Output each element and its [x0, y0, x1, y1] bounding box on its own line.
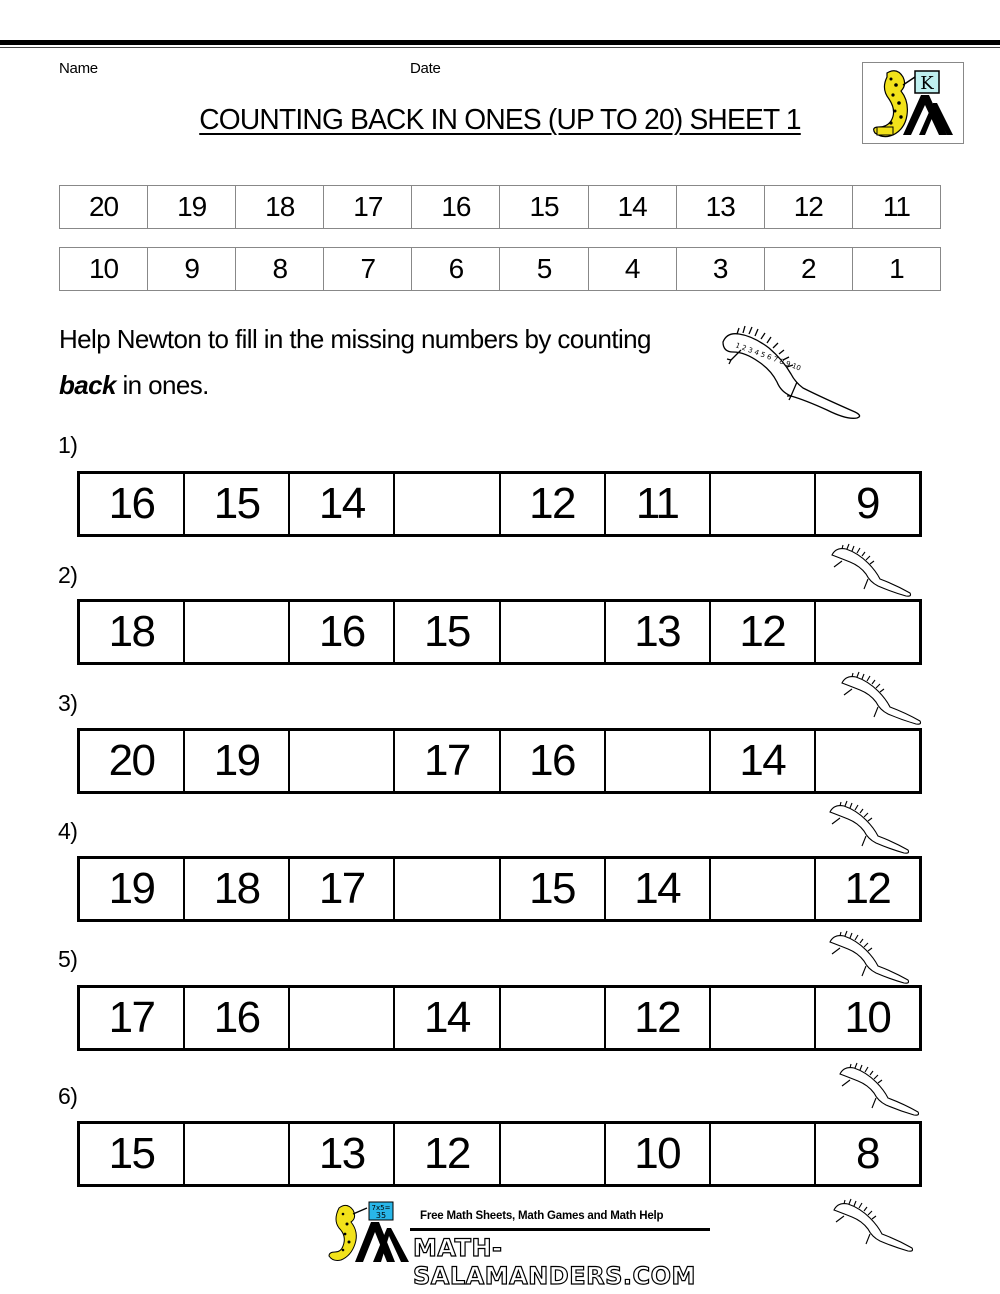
number-cell: 20 [80, 731, 185, 791]
number-cell: 19 [148, 186, 236, 228]
answer-cell[interactable] [501, 1124, 606, 1184]
answer-cell[interactable] [816, 731, 919, 791]
answer-cell[interactable] [395, 859, 500, 919]
salamander-blackboard-icon [325, 1200, 415, 1265]
number-cell: 10 [60, 248, 148, 290]
number-cell: 7 [324, 248, 412, 290]
answer-cell[interactable] [606, 731, 711, 791]
number-cell: 15 [501, 859, 606, 919]
number-cell: 18 [236, 186, 324, 228]
newt-icon [828, 541, 913, 599]
number-cell: 18 [80, 602, 185, 662]
number-cell: 4 [589, 248, 677, 290]
number-cell: 6 [412, 248, 500, 290]
page-title: COUNTING BACK IN ONES (UP TO 20) SHEET 1 [199, 104, 801, 136]
answer-cell[interactable] [816, 602, 919, 662]
problem-row-3 [77, 728, 922, 794]
number-cell: 12 [395, 1124, 500, 1184]
instructions [59, 316, 699, 408]
number-cell: 12 [844, 864, 891, 913]
number-cell: 11 [882, 191, 910, 222]
number-cell: 18 [185, 859, 290, 919]
problem-row-6 [77, 1121, 922, 1187]
answer-cell[interactable] [395, 474, 500, 534]
problem-label: 6) [58, 1083, 78, 1109]
number-line-row-1 [59, 185, 941, 229]
number-cell: 19 [80, 859, 185, 919]
number-cell: 3 [677, 248, 765, 290]
number-cell: 12 [711, 602, 816, 662]
number-cell: 10 [606, 1124, 711, 1184]
problem-row-5 [77, 985, 922, 1051]
svg-text:K: K [920, 73, 934, 94]
number-cell: 13 [606, 602, 711, 662]
answer-cell[interactable] [501, 602, 606, 662]
answer-cell[interactable] [290, 731, 395, 791]
number-cell: 16 [290, 602, 395, 662]
number-cell: 15 [500, 186, 588, 228]
number-cell: 8 [236, 248, 324, 290]
number-line-row-2 [59, 247, 941, 291]
number-cell: 16 [412, 186, 500, 228]
number-cell: 5 [500, 248, 588, 290]
number-cell: 16 [501, 731, 606, 791]
problem-label: 4) [58, 818, 78, 844]
number-cell: 10 [844, 993, 891, 1042]
svg-text:7x5=: 7x5= [371, 1204, 391, 1212]
newt-icon [715, 320, 875, 425]
number-cell: 2 [765, 248, 853, 290]
number-cell: 12 [765, 186, 853, 228]
number-cell: 17 [80, 988, 185, 1048]
top-rule [0, 40, 1000, 45]
number-cell: 13 [677, 186, 765, 228]
number-cell: 9 [855, 479, 879, 528]
number-cell: 14 [395, 988, 500, 1048]
problem-label: 5) [58, 946, 78, 972]
number-cell: 16 [185, 988, 290, 1048]
number-cell: 16 [80, 474, 185, 534]
problem-label: 3) [58, 690, 78, 716]
number-cell: 17 [395, 731, 500, 791]
answer-cell[interactable] [711, 1124, 816, 1184]
instructions-emphasis: back [59, 370, 116, 400]
answer-cell[interactable] [711, 859, 816, 919]
top-rule-thin [0, 47, 1000, 48]
answer-cell[interactable] [711, 474, 816, 534]
newt-icon [830, 1196, 915, 1254]
number-cell: 17 [290, 859, 395, 919]
number-cell: 14 [606, 859, 711, 919]
problem-label: 1) [58, 432, 78, 458]
answer-cell[interactable] [185, 602, 290, 662]
number-cell: 1 [889, 253, 904, 284]
problem-row-4 [77, 856, 922, 922]
number-cell: 14 [589, 186, 677, 228]
footer-logo[interactable] [325, 1200, 710, 1290]
newt-icon [836, 1060, 921, 1118]
number-cell: 12 [501, 474, 606, 534]
footer-tagline: Free Math Sheets, Math Games and Math Help [420, 1210, 664, 1222]
answer-cell[interactable] [501, 988, 606, 1048]
newt-icon [838, 669, 923, 727]
problem-row-2 [77, 599, 922, 665]
number-cell: 20 [60, 186, 148, 228]
number-cell: 17 [324, 186, 412, 228]
newt-icon [826, 928, 911, 986]
svg-text:35: 35 [375, 1211, 387, 1220]
number-cell: 15 [185, 474, 290, 534]
problem-row-1 [77, 471, 922, 537]
answer-cell[interactable] [185, 1124, 290, 1184]
number-cell: 12 [606, 988, 711, 1048]
kindergarten-logo [862, 62, 964, 144]
newt-icon [826, 798, 911, 856]
instructions-text: Help Newton to fill in the missing numbers by counting [59, 324, 651, 354]
number-cell: 15 [395, 602, 500, 662]
answer-cell[interactable] [711, 988, 816, 1048]
date-label: Date [410, 60, 441, 77]
number-cell: 15 [80, 1124, 185, 1184]
footer-site-name[interactable]: MATH-SALAMANDERS.COM [413, 1234, 696, 1290]
answer-cell[interactable] [290, 988, 395, 1048]
number-cell: 19 [185, 731, 290, 791]
number-cell: 13 [290, 1124, 395, 1184]
salamander-easel-icon [863, 63, 963, 143]
problem-label: 2) [58, 562, 78, 588]
name-label: Name [59, 60, 98, 77]
footer-divider [410, 1228, 710, 1231]
instructions-text-end: in ones. [115, 370, 209, 400]
svg-text:1 2 3 4 5 6 7 8 9 10: 1 2 3 4 5 6 7 8 9 10 [734, 341, 802, 373]
number-cell: 14 [290, 474, 395, 534]
number-cell: 9 [148, 248, 236, 290]
number-cell: 8 [855, 1129, 879, 1178]
number-cell: 11 [606, 474, 711, 534]
number-cell: 14 [711, 731, 816, 791]
